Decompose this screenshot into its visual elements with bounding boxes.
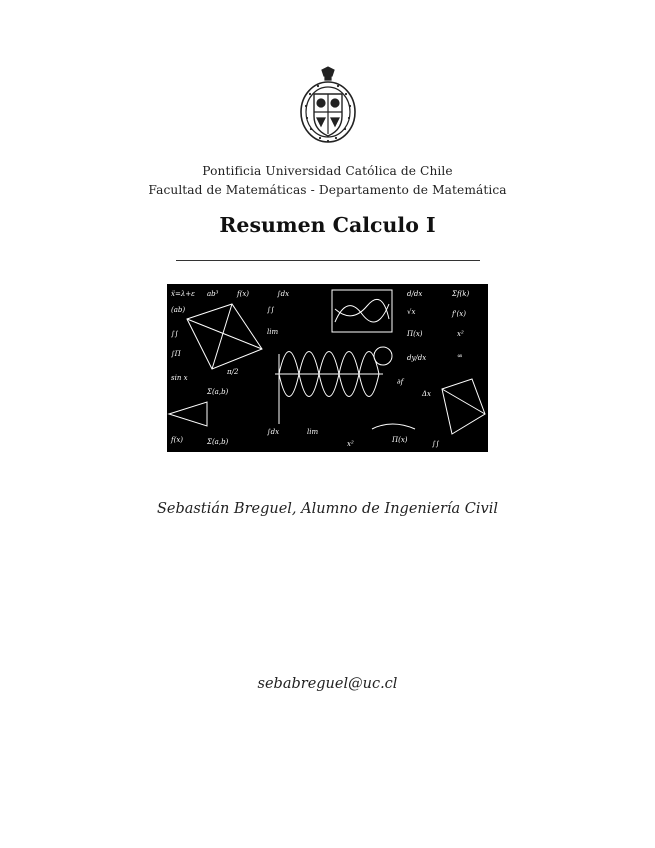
svg-text:sin x: sin x	[171, 374, 188, 382]
author-line: Sebastián Breguel, Alumno de Ingeniería Civil	[156, 501, 499, 517]
svg-text:Σ(a,b): Σ(a,b)	[207, 438, 229, 446]
svg-text:Σf(k): Σf(k)	[452, 290, 470, 298]
author-email: sebabreguel@uc.cl	[257, 676, 398, 692]
svg-text:√x: √x	[407, 308, 416, 316]
university-seal-logo	[296, 66, 360, 146]
svg-text:∫dx: ∫dx	[277, 290, 290, 298]
svg-text:dy/dx: dy/dx	[407, 354, 427, 362]
svg-text:x²: x²	[457, 330, 464, 338]
svg-text:f(x): f(x)	[171, 436, 184, 444]
svg-text:(ab): (ab)	[171, 306, 186, 314]
svg-text:Σ(a,b): Σ(a,b)	[207, 388, 229, 396]
svg-text:∫∫: ∫∫	[432, 440, 440, 448]
svg-text:ẍ=λ+ε: ẍ=λ+ε	[171, 290, 195, 298]
faculty-name: Facultad de Matemáticas - Departamento de Matemática	[148, 183, 507, 197]
svg-text:∂f: ∂f	[397, 378, 404, 386]
svg-text:Δx: Δx	[422, 390, 432, 398]
svg-text:lim: lim	[267, 328, 279, 336]
svg-text:π/2: π/2	[227, 368, 239, 376]
svg-text:∫∫: ∫∫	[171, 330, 179, 338]
svg-text:d/dx: d/dx	[407, 290, 423, 298]
svg-text:x²: x²	[347, 440, 354, 448]
svg-text:lim: lim	[307, 428, 319, 436]
svg-text:ab³: ab³	[207, 290, 219, 298]
university-name: Pontificia Universidad Católica de Chile	[202, 164, 453, 178]
svg-text:∫Π: ∫Π	[171, 350, 181, 358]
document-title: Resumen Calculo I	[219, 213, 436, 237]
svg-text:∫∫: ∫∫	[267, 306, 275, 314]
math-chalkboard-image	[167, 284, 488, 452]
svg-text:Π(x): Π(x)	[407, 330, 423, 338]
svg-text:f'(x): f'(x)	[452, 310, 466, 318]
svg-text:f(x): f(x)	[237, 290, 250, 298]
svg-text:Π(x): Π(x)	[392, 436, 408, 444]
svg-text:∫dx: ∫dx	[267, 428, 280, 436]
title-rule	[176, 260, 480, 261]
svg-text:∞: ∞	[457, 352, 463, 360]
